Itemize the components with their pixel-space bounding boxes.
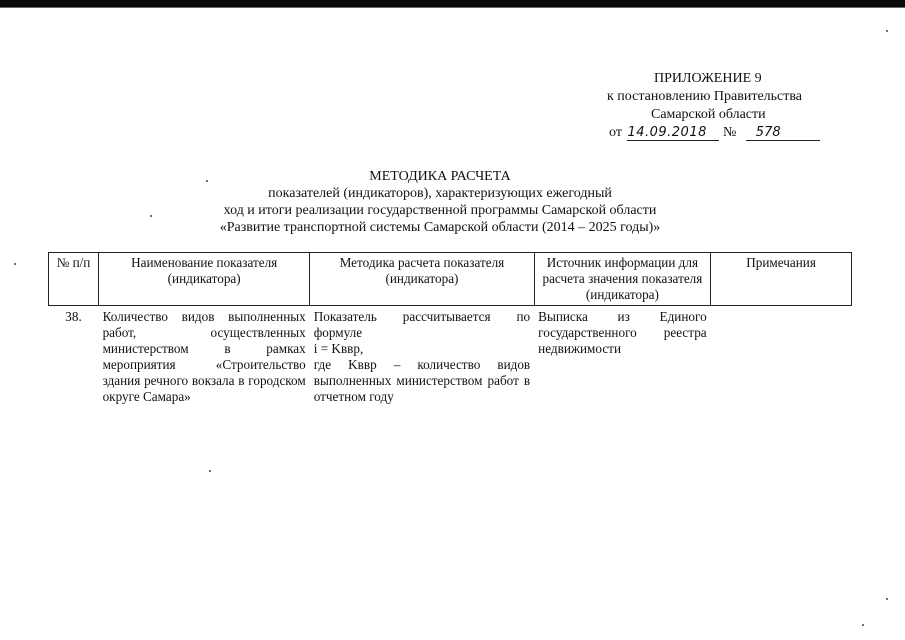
method-formula: i = Kввр, <box>313 341 364 356</box>
appendix-block <box>580 70 860 142</box>
scan-top-border <box>0 0 905 7</box>
methodology-table <box>48 252 852 407</box>
row-indicator-name: Количество видов выполненных работ, осуществленных министерством в рамках мероприятия «Строительство здания речного вокзала в городском округе Самара» <box>102 309 306 404</box>
header-notes: Примечания <box>711 253 852 306</box>
scan-top-border-shadow <box>0 7 905 8</box>
row-calculation-method <box>310 306 534 408</box>
header-information-source: Источник информации для расчета значения показателя (индикатора) <box>534 253 711 306</box>
header-calculation-method: Методика расчета показателя (индикатора) <box>310 253 534 306</box>
heading-line-2: ход и итоги реализации государственной программы Самарской области <box>223 203 657 218</box>
from-label: от <box>609 125 622 140</box>
table-header-row <box>49 253 852 306</box>
scan-speck <box>862 624 864 626</box>
heading-line-3: «Развитие транспортной системы Самарской области (2014 – 2025 годы)» <box>219 220 661 235</box>
scan-speck <box>150 215 152 217</box>
heading-line-1: показателей (индикаторов), характеризующих ежегодный <box>268 186 612 201</box>
method-text: Показатель рассчитывается по формуле <box>313 309 531 340</box>
header-indicator-name: Наименование показателя (индикатора) <box>99 253 310 306</box>
scan-speck <box>209 470 211 472</box>
scan-speck <box>14 263 16 265</box>
heading-title: МЕТОДИКА РАСЧЕТА <box>369 169 511 184</box>
appendix-line-2: Самарской области <box>651 107 766 122</box>
appendix-title: ПРИЛОЖЕНИЕ 9 <box>654 71 762 86</box>
appendix-signature-line <box>580 124 860 142</box>
method-explanation: где Kввр – количество видов выполненных министерством работ в отчетном году <box>313 357 531 404</box>
row-number: 38. <box>65 309 82 324</box>
row-notes <box>711 306 852 408</box>
row-information-source: Выписка из Единого государственного реестра недвижимости <box>538 309 707 356</box>
handwritten-date: 14.09.2018 <box>627 126 719 141</box>
handwritten-number: 578 <box>746 126 820 141</box>
document-heading <box>140 168 740 236</box>
number-label: № <box>722 125 737 140</box>
header-number: № п/п <box>49 253 99 306</box>
scan-speck <box>886 30 888 32</box>
appendix-line-1: к постановлению Правительства <box>607 89 803 104</box>
scan-speck <box>206 180 208 182</box>
table-row <box>49 306 852 408</box>
scan-speck <box>886 598 888 600</box>
